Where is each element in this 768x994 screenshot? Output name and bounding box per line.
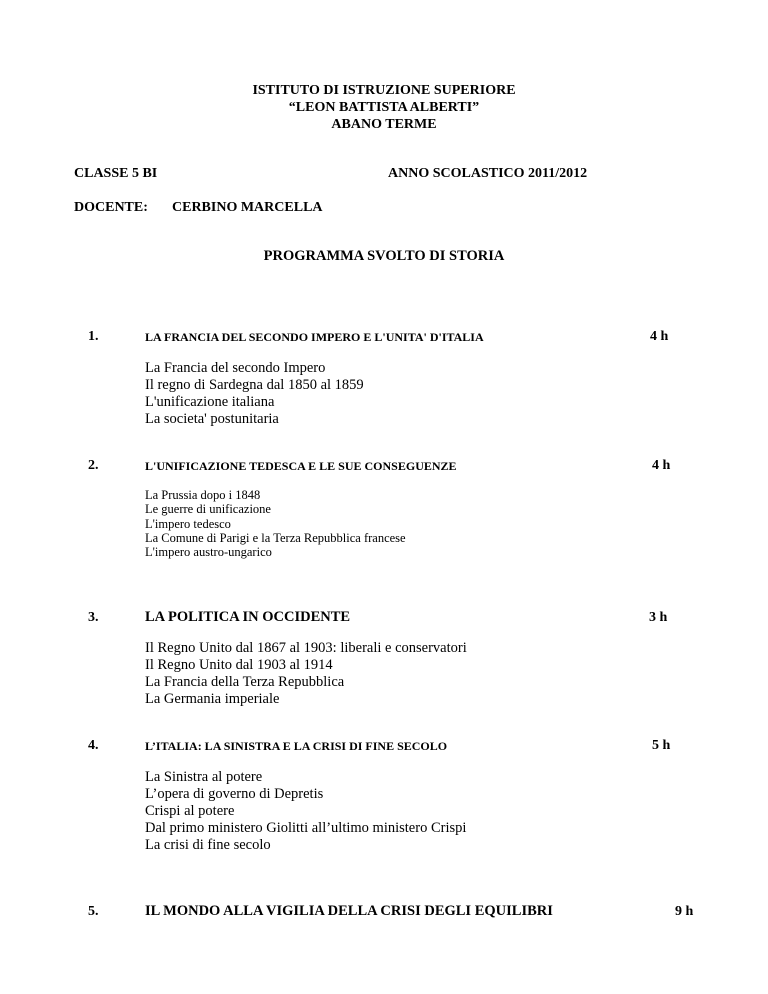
topic-list — [145, 640, 467, 708]
list-item: L’opera di governo di Depretis — [145, 786, 324, 802]
section-title: IL MONDO ALLA VIGILIA DELLA CRISI DEGLI EQUILIBRI — [145, 903, 553, 919]
section-number: 1. — [88, 329, 99, 344]
section-hours: 4 h — [652, 458, 671, 473]
list-item: Dal primo ministero Giolitti all’ultimo ministero Crispi — [145, 820, 467, 836]
section-title: LA FRANCIA DEL SECONDO IMPERO E L'UNITA' D'ITALIA — [145, 330, 484, 344]
list-item: La societa' postunitaria — [145, 411, 279, 427]
list-item: Il regno di Sardegna dal 1850 al 1859 — [145, 377, 364, 393]
list-item: Il Regno Unito dal 1903 al 1914 — [145, 657, 333, 673]
school-year: ANNO SCOLASTICO 2011/2012 — [388, 166, 588, 181]
list-item: La crisi di fine secolo — [145, 837, 271, 853]
teacher-label: DOCENTE: — [74, 200, 148, 215]
list-item: La Comune di Parigi e la Terza Repubblica francese — [145, 530, 406, 545]
school-name: ISTITUTO DI ISTRUZIONE SUPERIORE — [252, 83, 516, 98]
section-number: 3. — [88, 610, 99, 625]
school-location: ABANO TERME — [331, 117, 437, 132]
list-item: L'impero austro-ungarico — [145, 545, 272, 560]
list-item: L'impero tedesco — [145, 516, 231, 531]
section-hours: 9 h — [675, 904, 694, 919]
section-number: 4. — [88, 738, 99, 753]
section-number: 2. — [88, 458, 99, 473]
section-hours: 5 h — [652, 738, 671, 753]
section-hours: 3 h — [649, 610, 668, 625]
class-label: CLASSE 5 BI — [74, 166, 158, 181]
list-item: La Germania imperiale — [145, 691, 280, 707]
list-item: La Francia della Terza Repubblica — [145, 674, 345, 690]
list-item: Il Regno Unito dal 1867 al 1903: liberali e conservatori — [145, 640, 467, 656]
section-title: L’ITALIA: LA SINISTRA E LA CRISI DI FINE SECOLO — [145, 739, 448, 753]
list-item: Le guerre di unificazione — [145, 502, 271, 517]
section-number: 5. — [88, 904, 99, 919]
list-item: La Francia del secondo Impero — [145, 360, 326, 376]
teacher-name: CERBINO MARCELLA — [172, 200, 323, 215]
section-hours: 4 h — [650, 329, 669, 344]
topic-list — [145, 360, 364, 428]
list-item: L'unificazione italiana — [145, 394, 275, 410]
topic-list — [145, 769, 466, 854]
list-item: La Prussia dopo i 1848 — [145, 488, 261, 502]
section-title: L'UNIFICAZIONE TEDESCA E LE SUE CONSEGUENZE — [145, 459, 457, 473]
list-item: Crispi al potere — [145, 803, 235, 819]
topic-list — [145, 488, 406, 559]
list-item: La Sinistra al potere — [145, 769, 263, 785]
school-dedication: “LEON BATTISTA ALBERTI” — [288, 100, 480, 115]
section-title: LA POLITICA IN OCCIDENTE — [145, 609, 351, 625]
page-title: PROGRAMMA SVOLTO DI STORIA — [263, 248, 505, 264]
